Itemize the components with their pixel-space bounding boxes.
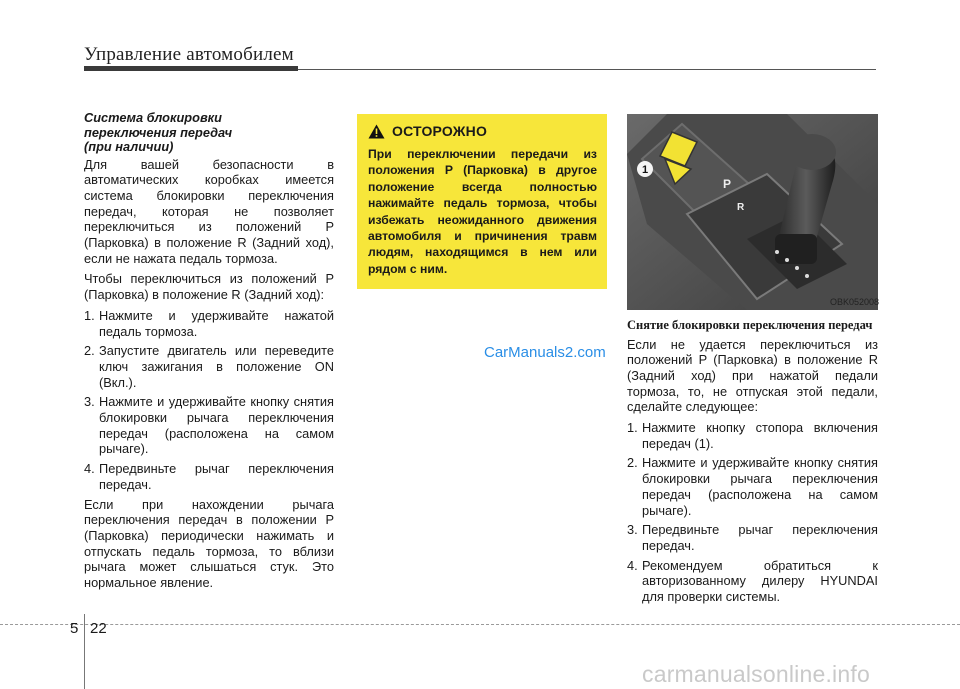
list-number: 1.: [84, 307, 95, 323]
paragraph: Чтобы переключиться из положений P (Парковка) в положение R (Задний ход):: [84, 271, 334, 303]
page-number: 22: [90, 620, 107, 637]
paragraph: Если не удается переключиться из положений P (Парковка) в положение R (Задний ход) при нажатой педали тормоза, то, не отпуская этой педали, сделайте следующее:: [627, 336, 878, 415]
list-item: [84, 308, 334, 339]
list-text: Передвиньте рычаг переключения передач.: [642, 522, 878, 553]
list-number: 2.: [627, 455, 638, 471]
section-title-line: Система блокировки: [84, 110, 222, 125]
section-title-line: (при наличии): [84, 139, 174, 154]
section-title: Снятие блокировки переключения передач: [627, 318, 873, 332]
footer-dashed-rule: [0, 624, 960, 625]
gate-label-p: P: [723, 177, 732, 191]
list-item: [627, 455, 878, 518]
list-text: Нажмите и удерживайте кнопку снятия блокировки рычага переключения передач (расположена на самом рычаге).: [642, 455, 878, 518]
photo-caption: OBK052008: [830, 297, 880, 307]
chapter-number: 5: [70, 620, 79, 637]
list-number: 4.: [84, 461, 95, 477]
list-text: Нажмите и удерживайте нажатой педаль тормоза.: [99, 307, 334, 339]
watermark-link[interactable]: CarManuals2.com: [484, 344, 606, 361]
list-text: Рекомендуем обратиться к авторизованному дилеру HYUNDAI для проверки системы.: [642, 557, 878, 605]
warning-box: [357, 114, 607, 289]
warning-title: ОСТОРОЖНО: [392, 123, 488, 139]
header-rule: [298, 69, 876, 70]
page-header-title: Управление автомобилем: [84, 44, 294, 65]
paragraph: Если при нахождении рычага переключения передач в положении P (Парковка) периодически нажимать и отпускать педаль тормоза, то вблизи рычага может слышаться стук. Это нормальное явление.: [84, 496, 334, 591]
list-text: Запустите двигатель или переведите ключ зажигания в положение ON (Вкл.).: [99, 343, 334, 390]
site-watermark: carmanualsonline.info: [642, 661, 870, 687]
left-column: [84, 111, 334, 596]
gear-shift-photo: [627, 114, 878, 310]
warning-triangle-icon: [368, 124, 385, 139]
list-text: Передвиньте рычаг переключения передач.: [99, 461, 334, 492]
list-item: [627, 420, 878, 451]
list-item: [627, 558, 878, 605]
warning-text: При переключении передачи из положения P (Парковка) в другое положение всегда полностью нажимайте педаль тормоза, чтобы избежать неожиданного движения автомобиля и причинения травм людям, находящимся в нем или рядом с ним.: [368, 147, 597, 276]
gear-shift-illustration: [627, 114, 878, 310]
list-text: Нажмите и удерживайте кнопку снятия блокировки рычага переключения передач (расположена на самом рычаге).: [99, 394, 334, 457]
list-item: [84, 343, 334, 390]
list-text: Нажмите кнопку стопора включения передач (1).: [642, 420, 878, 451]
list-number: 2.: [84, 343, 95, 359]
list-item: [84, 394, 334, 457]
gate-label-r: R: [737, 202, 745, 213]
right-column: [627, 318, 878, 609]
steps-list: [84, 308, 334, 493]
header-bar: [84, 66, 298, 71]
paragraph: Для вашей безопасности в автоматических коробках имеется система блокировки переключения передач, которая не позволяет переключиться из положений P (Парковка) в положение R (Задний ход), если не нажата педаль тормоза.: [84, 156, 334, 266]
list-item: [84, 461, 334, 492]
section-title: [84, 111, 334, 155]
footer-vertical-rule: [84, 614, 85, 689]
list-number: 1.: [627, 420, 638, 436]
list-number: 3.: [84, 394, 95, 410]
list-number: 4.: [627, 557, 638, 573]
list-item: [627, 522, 878, 553]
warning-header: [368, 123, 597, 139]
list-number: 3.: [627, 522, 638, 538]
steps-list: [627, 420, 878, 605]
callout-number: 1: [641, 164, 649, 176]
section-title-line: переключения передач: [84, 124, 233, 140]
